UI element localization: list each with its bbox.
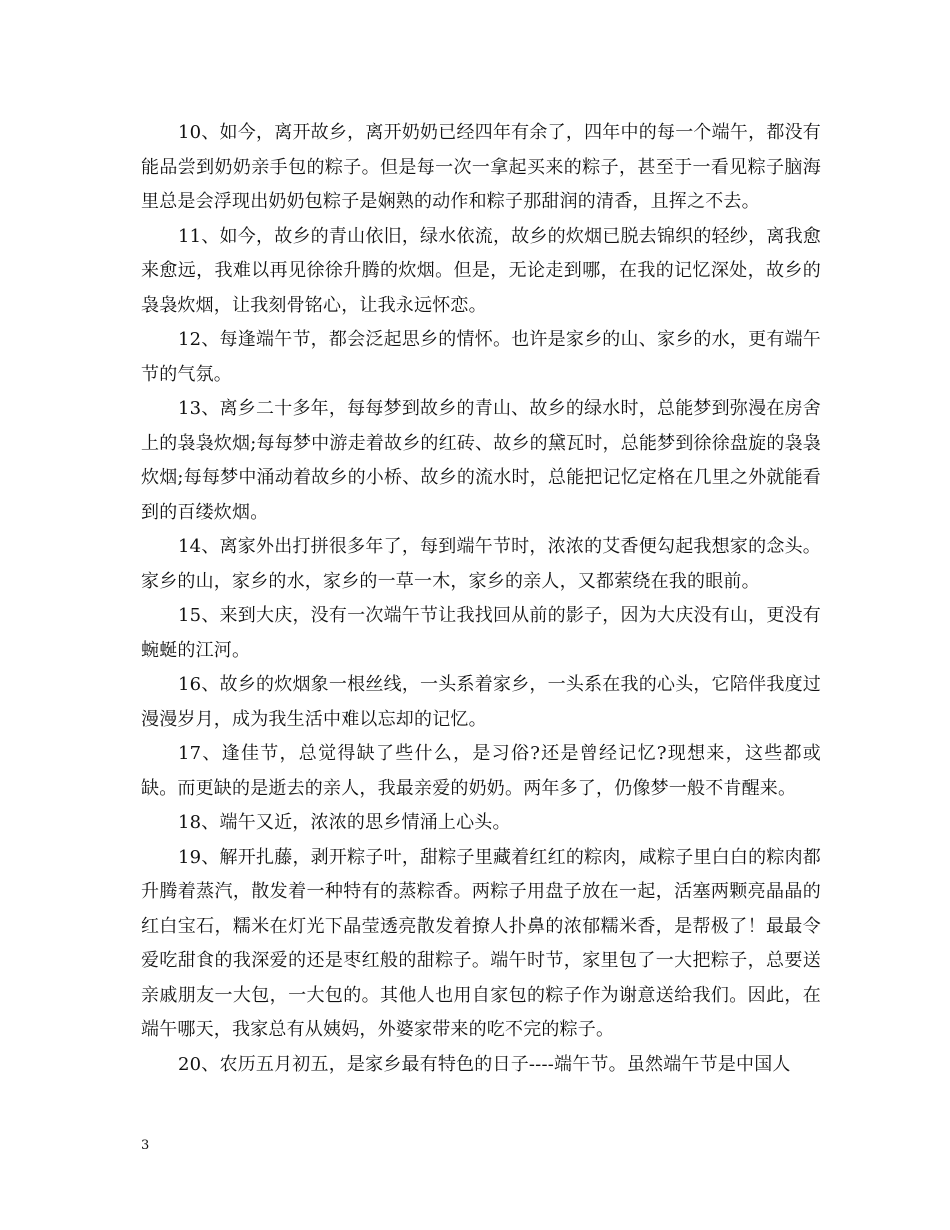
paragraph-12: 12、每逢端午节，都会泛起思乡的情怀。也许是家乡的山、家乡的水，更有端午节的气氛。 <box>141 329 821 385</box>
paragraph-14: 14、离家外出打拼很多年了，每到端午节时，浓浓的艾香便勾起我想家的念头。家乡的山，家乡的水，家乡的一草一木，家乡的亲人，又都萦绕在我的眼前。 <box>141 536 821 592</box>
paragraph-18: 18、端午又近，浓浓的思乡情涌上心头。 <box>178 812 511 833</box>
paragraph-20: 20、农历五月初五，是家乡最有特色的日子----端午节。虽然端午节是中国人 <box>178 1053 791 1075</box>
paragraph-10: 10、如今，离开故乡，离开奶奶已经四年有余了，四年中的每一个端午，都没有能品尝到奶奶亲手包的粽子。但是每一次一拿起买来的粽子，甚至于一看见粽子脑海里总是会浮现出奶奶包粽子是娴熟的动作和粽子那甜润的清香，且挥之不去。 <box>141 122 821 212</box>
paragraph-13: 13、离乡二十多年，每每梦到故乡的青山、故乡的绿水时，总能梦到弥漫在房舍上的袅袅炊烟;每每梦中游走着故乡的红砖、故乡的黛瓦时，总能梦到徐徐盘旋的袅袅炊烟;每每梦中涌动着故乡的小桥、故乡的流水时，总能把记忆定格在几里之外就能看到的百缕炊烟。 <box>141 398 821 523</box>
paragraph-17: 17、逢佳节，总觉得缺了些什么，是习俗?还是曾经记忆?现想来，这些都或缺。而更缺的是逝去的亲人，我最亲爱的奶奶。两年多了，仍像梦一般不肯醒来。 <box>141 743 821 799</box>
paragraph-19: 19、解开扎藤，剥开粽子叶，甜粽子里藏着红红的粽肉，咸粽子里白白的粽肉都升腾着蒸汽，散发着一种特有的蒸粽香。两粽子用盘子放在一起，活塞两颗亮晶晶的红白宝石，糯米在灯光下晶莹透亮散发着撩人扑鼻的浓郁糯米香，是帮极了！最最令爱吃甜食的我深爱的还是枣红般的甜粽子。端午时节，家里包了一大把粽子，总要送亲戚朋友一大包，一大包的。其他人也用自家包的粽子作为谢意送给我们。因此，在端午哪天，我家总有从姨妈，外婆家带来的吃不完的粽子。 <box>141 846 821 1040</box>
paragraph-16: 16、故乡的炊烟象一根丝线，一头系着家乡，一头系在我的心头，它陪伴我度过漫漫岁月，成为我生活中难以忘却的记忆。 <box>141 674 821 730</box>
paragraph-11: 11、如今，故乡的青山依旧，绿水依流，故乡的炊烟已脱去锦织的轻纱，离我愈来愈远，我难以再见徐徐升腾的炊烟。但是，无论走到哪，在我的记忆深处，故乡的袅袅炊烟，让我刻骨铭心，让我永远怀恋。 <box>141 225 821 316</box>
document-body <box>141 116 821 1082</box>
page-number: 3 <box>141 1138 150 1153</box>
paragraph-15: 15、来到大庆，没有一次端午节让我找回从前的影子，因为大庆没有山，更没有蜿蜒的江河。 <box>141 605 821 661</box>
